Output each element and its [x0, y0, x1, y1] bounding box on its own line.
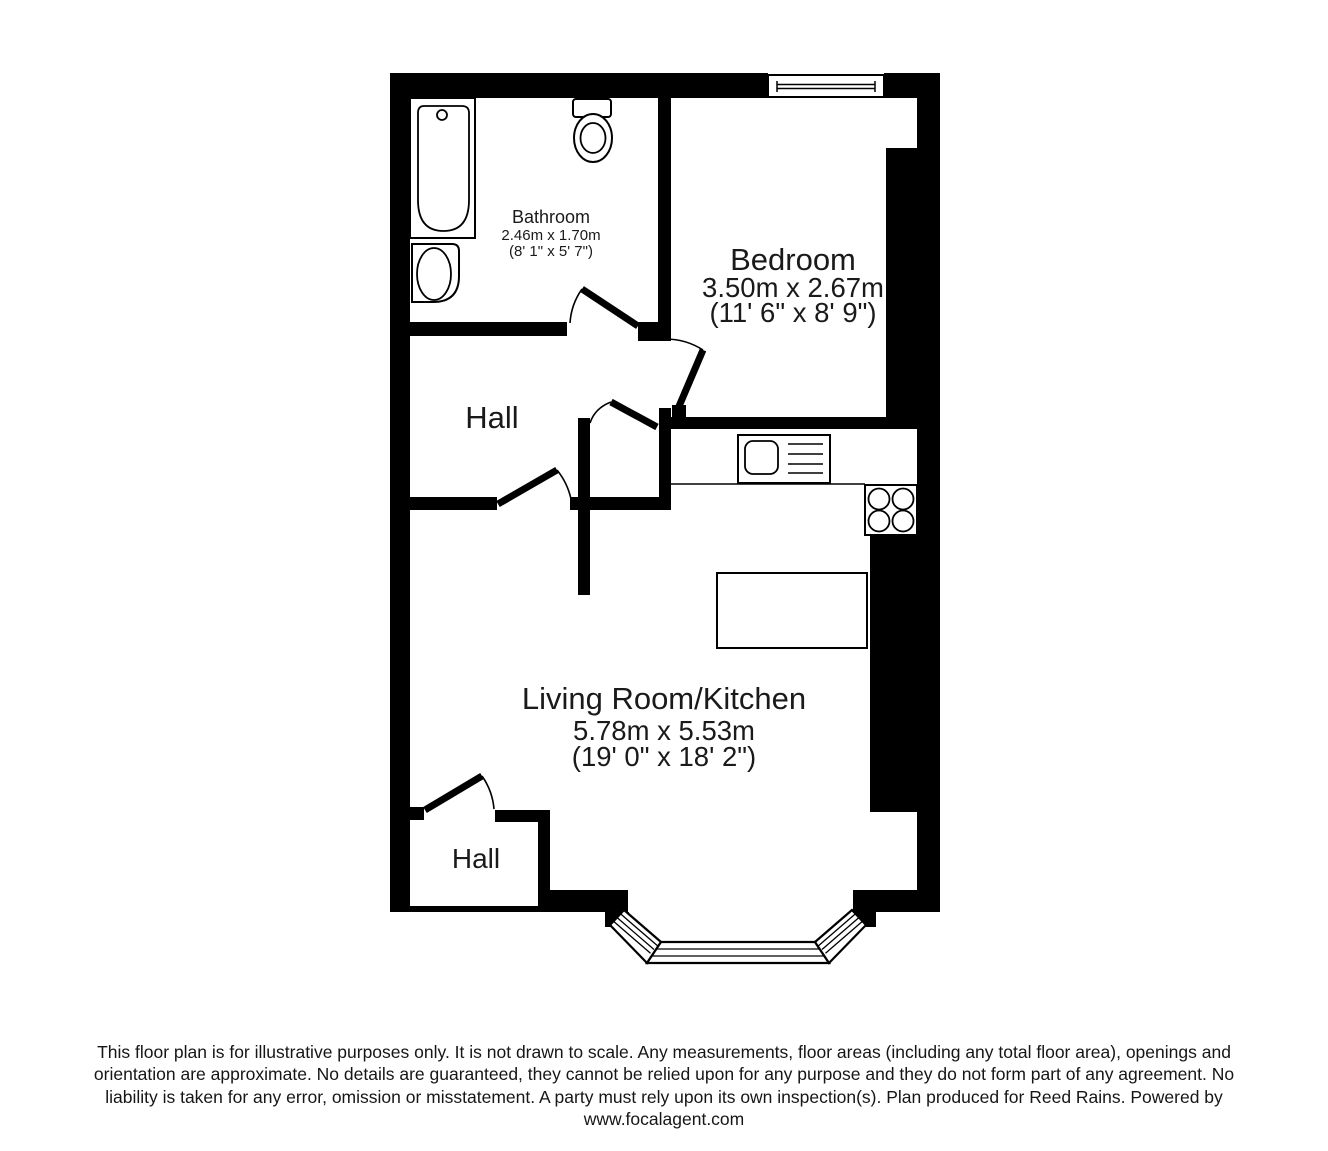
sink-bowl [745, 441, 778, 474]
bathroom-label: Bathroom [511, 207, 591, 227]
wall [853, 890, 940, 912]
bedroom-metric: 3.50m x 2.67m [702, 272, 884, 303]
disclaimer-line-2: orientation are approximate. No details are guaranteed, they cannot be relied upon for any purpose and they do not form part of any agreement. No [93, 1064, 1235, 1085]
wall [659, 408, 671, 510]
wall [390, 73, 410, 912]
kitchen-counter-icon [717, 573, 867, 648]
vestibule-door [590, 402, 657, 427]
washbasin-bowl [417, 248, 451, 300]
tap-icon [437, 110, 447, 120]
living-room-metric: 5.78m x 5.53m [573, 715, 755, 746]
door-arc [590, 402, 611, 423]
door-leaf [425, 776, 482, 810]
disclaimer-line-1: This floor plan is for illustrative purposes only. It is not drawn to scale. Any measurements, floor areas (including any total floor area), openings and [97, 1042, 1231, 1062]
disclaimer-line-3: liability is taken for any error, omission or misstatement. A party must rely upon its own inspection(s). Plan produced for Reed Rains. Powered by [105, 1086, 1223, 1107]
bathroom-metric: 2.46m x 1.70m [501, 227, 601, 244]
bathroom-door [570, 289, 638, 326]
wall [658, 95, 671, 340]
wall [390, 73, 768, 98]
wall [408, 322, 567, 336]
bay-bottom-band [647, 942, 829, 963]
bay-window-icon [610, 910, 866, 963]
bathroom-imperial: (8' 1" x 5' 7") [509, 243, 593, 260]
door-arc [482, 776, 494, 809]
wall [408, 906, 540, 912]
wall [408, 497, 497, 510]
wall [410, 807, 424, 820]
door-leaf [498, 470, 557, 504]
wall [917, 73, 940, 912]
wall [538, 810, 550, 890]
door-leaf [582, 289, 638, 326]
living-room-door [498, 470, 571, 504]
bedroom-imperial: (11' 6" x 8' 9") [709, 297, 877, 328]
wall [886, 148, 917, 418]
door-leaf [677, 350, 703, 411]
bathroom-fixtures [410, 98, 612, 302]
living-room-imperial: (19' 0" x 18' 2") [571, 741, 757, 772]
door-arc [570, 289, 582, 323]
bath-inner [418, 106, 469, 231]
disclaimer-line-4: www.focalagent.com [583, 1109, 745, 1130]
bedroom-door [666, 339, 703, 411]
door-arc [557, 470, 571, 499]
wall [671, 417, 940, 429]
lower-hall-door [425, 776, 494, 810]
door-arc [666, 339, 703, 350]
disclaimer [0, 1041, 1328, 1131]
window-icon [768, 75, 884, 97]
bedroom-label: Bedroom [730, 242, 856, 277]
window-frame [768, 75, 884, 97]
living-room-label: Living Room/Kitchen [521, 681, 807, 716]
wall [870, 535, 917, 812]
toilet-bowl-inner [581, 123, 606, 153]
hall-lower-label: Hall [451, 843, 501, 874]
wall [538, 890, 628, 912]
hall-upper-label: Hall [465, 400, 519, 435]
door-leaf [611, 402, 657, 427]
wall [570, 497, 671, 510]
